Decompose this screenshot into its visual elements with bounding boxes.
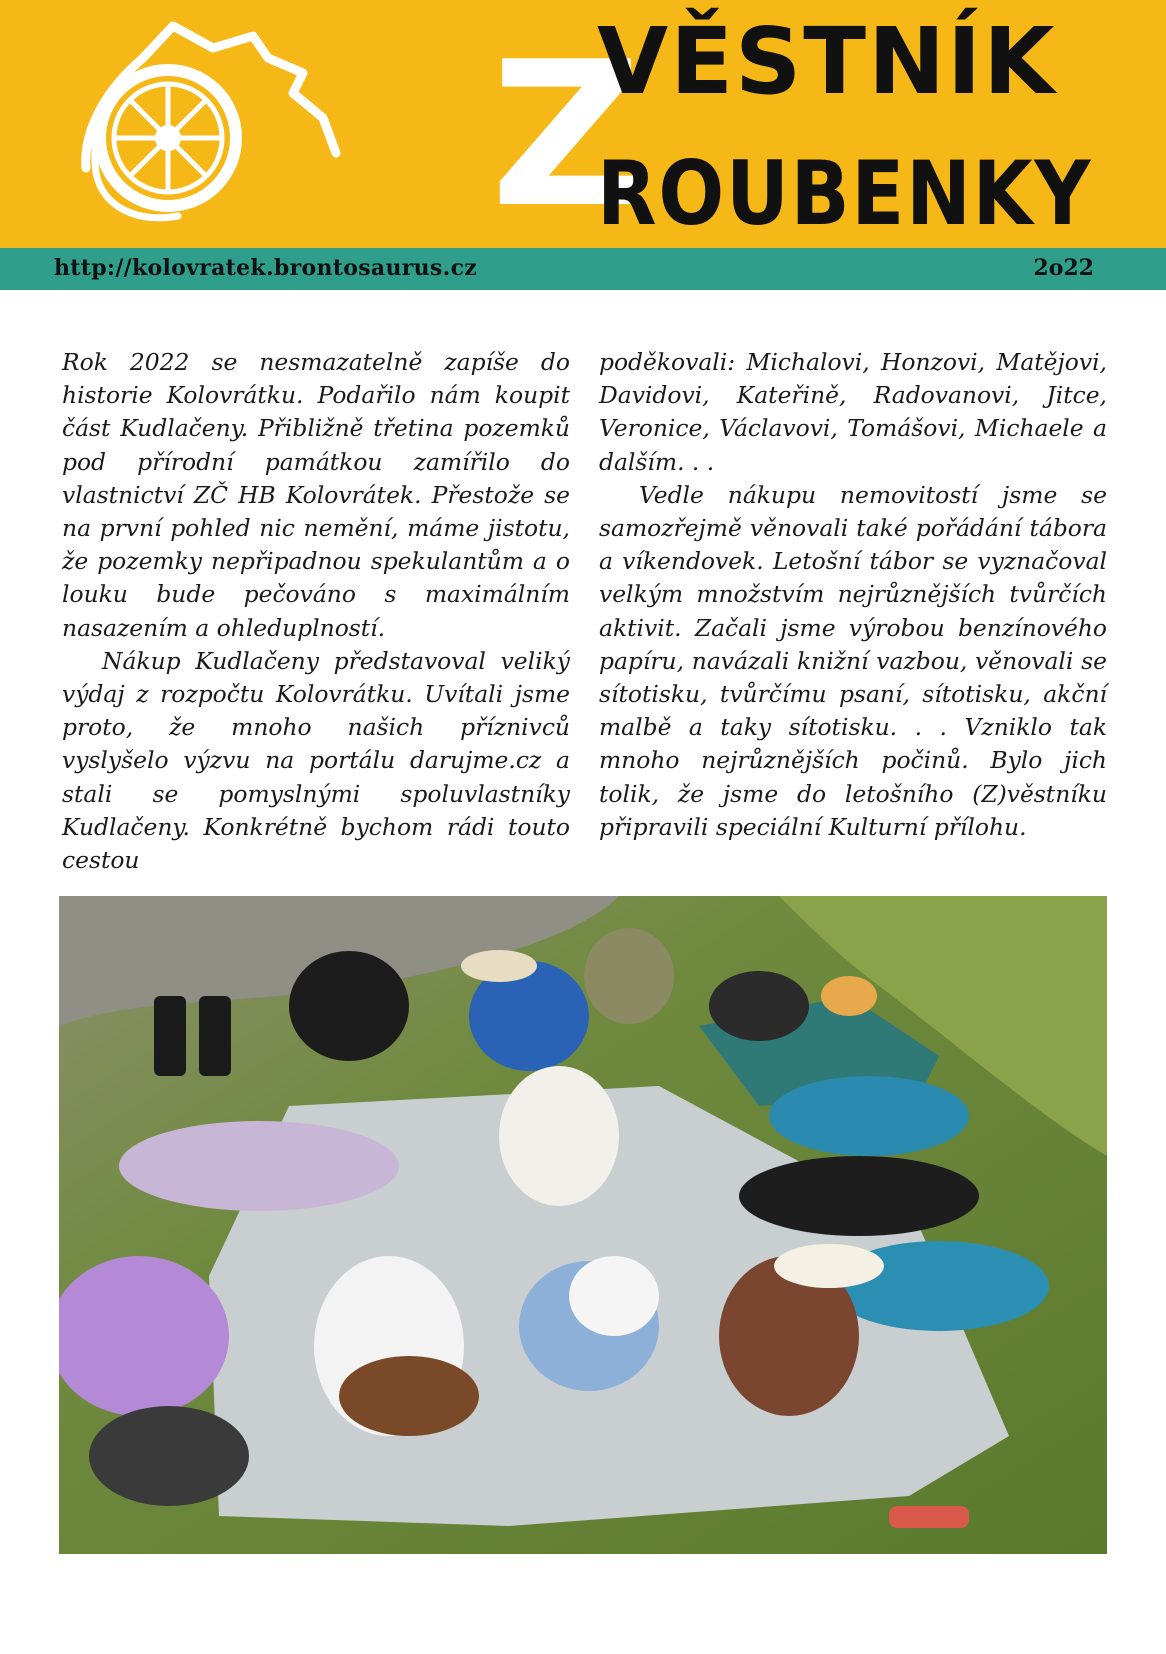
masthead [0,0,1166,248]
group-photo [59,896,1107,1554]
url-strip [0,248,1166,290]
article-column-right [599,346,1107,844]
masthead-z-letter: Z [490,19,643,248]
masthead-title-line2: ROUBENKY [597,142,1093,245]
group-resting-on-meadow-photo [59,896,1107,1554]
roubenka-wheel-logo-icon [78,18,368,233]
article-paragraph: Vedle nákupu nemovitostí jsme se samozřejmě věnovali také pořádání tábora a víkendovek. Letošní tábor se vyznačoval velkým množstvím nejrůznějších tvůrčích aktivit. Začali jsme výrobou benzínového papíru, navázali knižní vazbou, věnovali se sítotisku, tvůrčímu psaní, sítotisku, akční malbě a taky sítotisku. . . Vzniklo tak mnoho nejrůznějších počinů. Bylo jich tolik, že jsme do letošního (Z)věstníku připravili speciální Kulturní přílohu. [599,480,1107,841]
website-url[interactable]: http://kolovratek.brontosaurus.cz [54,255,478,281]
article-paragraph: Nákup Kudlačeny představoval veliký výdaj z rozpočtu Kolovrátku. Uvítali jsme proto, že mnoho našich příznivců vyslyšelo výzvu na portálu darujme.cz a stali se pomyslnými spoluvlastníky Kudlačeny. Konkrétně bychom rádi touto cestou [62,646,570,875]
issue-year: 2o22 [1033,255,1094,281]
article-paragraph: Rok 2022 se nesmazatelně zapíše do historie Kolovrátku. Podařilo nám koupit část Kudlačeny. Přibližně třetina pozemků pod přírodní památkou zamířilo do vlastnictví ZČ HB Kolovrátek. Přestože se na první pohled nic nemění, máme jistotu, že pozemky nepřipadnou spekulantům a o louku bude pečováno s maximálním nasazením a ohleduplností. [62,348,570,642]
masthead-title-line1: VĚSTNÍK [597,8,1057,115]
article-paragraph: poděkovali: Michalovi, Honzovi, Matějovi, Davidovi, Kateřině, Radovanovi, Jitce, Veronice, Václavovi, Tomášovi, Michaele a dalším. . . [599,348,1107,476]
article-column-left [62,346,570,877]
